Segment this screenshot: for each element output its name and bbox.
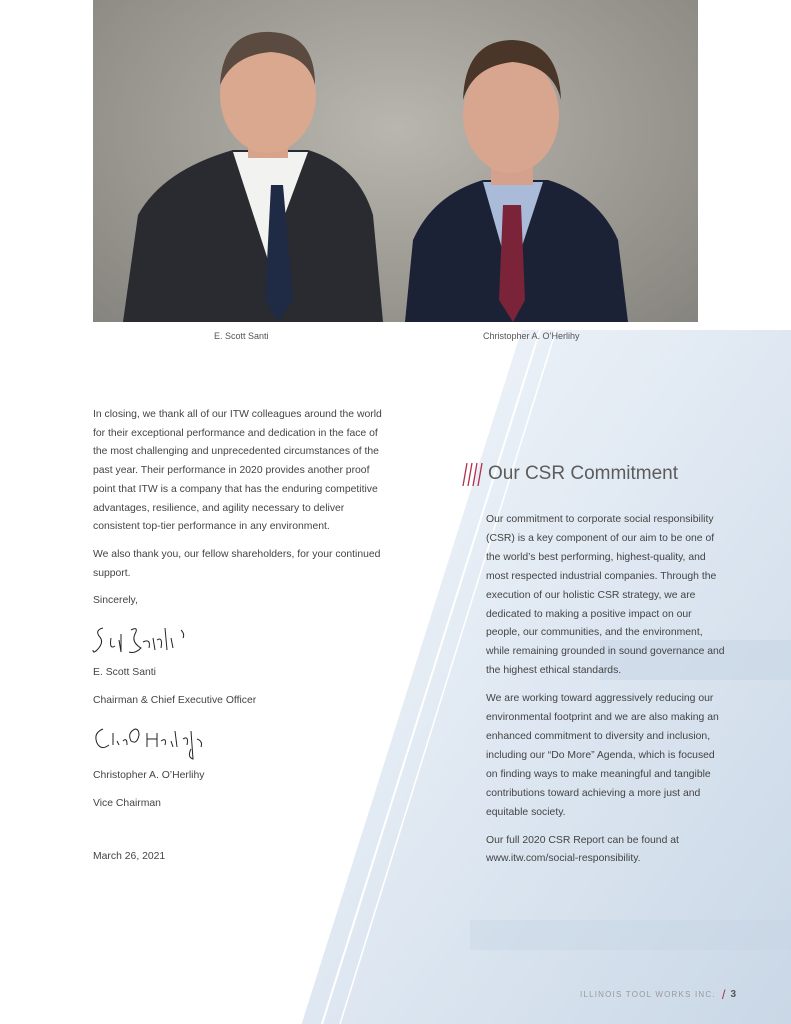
- page-footer: [580, 987, 736, 1002]
- photo-caption-right: Christopher A. O’Herlihy: [483, 331, 580, 341]
- letter-date: March 26, 2021: [93, 850, 166, 862]
- executives-photo: [93, 0, 698, 322]
- letter-paragraph: We also thank you, our fellow shareholders, for your continued support.: [93, 548, 381, 579]
- slash-marks-icon: [460, 462, 484, 486]
- signer2-title: Vice Chairman: [93, 798, 161, 810]
- footer-company: ILLINOIS TOOL WORKS INC.: [580, 990, 716, 999]
- signature-santi: [91, 620, 191, 658]
- letter-column: [93, 406, 393, 876]
- signer2-name: Christopher A. O’Herlihy: [93, 770, 205, 782]
- letter-paragraph: In closing, we thank all of our ITW colleagues around the world for their exceptional performance and dedication in the face of the most challenging and unprecedented circumstances of the past year. Their performance in 2020 provides another proof point that ITW is a company that has the enduring competitive advantages, resilience, and agility necessary to deliver consistent top-tier performance in any environment.: [93, 409, 382, 533]
- photo-caption-left: E. Scott Santi: [214, 331, 269, 341]
- csr-column: [486, 511, 726, 878]
- csr-paragraph: We are working toward aggressively reducing our environmental footprint and we are also making an enhanced commitment to diversity and inclusion, including our “Do More” Agenda, which is focused on finding ways to make meaningful and tangible contributions toward achieving a more just and equitable society.: [486, 693, 719, 818]
- csr-heading: [460, 462, 678, 486]
- signature-oherlihy: [91, 719, 221, 761]
- closing-text: Sincerely,: [93, 595, 138, 607]
- page-number: 3: [730, 989, 736, 1000]
- footer-slash-icon: /: [721, 987, 726, 1002]
- csr-paragraph: Our full 2020 CSR Report can be found at www.itw.com/social-responsibility.: [486, 834, 679, 865]
- signer1-name: E. Scott Santi: [93, 667, 156, 679]
- csr-paragraph: Our commitment to corporate social responsibility (CSR) is a key component of our aim to be one of the world’s best performing, highest-quality, and most respected industrial companies. Through the execution of our holistic CSR strategy, we are dedicated to making a positive impact on our people, our communities, and the environment, while remaining grounded in sound governance and the highest ethical standards.: [486, 514, 725, 677]
- signer1-title: Chairman & Chief Executive Officer: [93, 694, 257, 706]
- csr-title: Our CSR Commitment: [488, 463, 679, 484]
